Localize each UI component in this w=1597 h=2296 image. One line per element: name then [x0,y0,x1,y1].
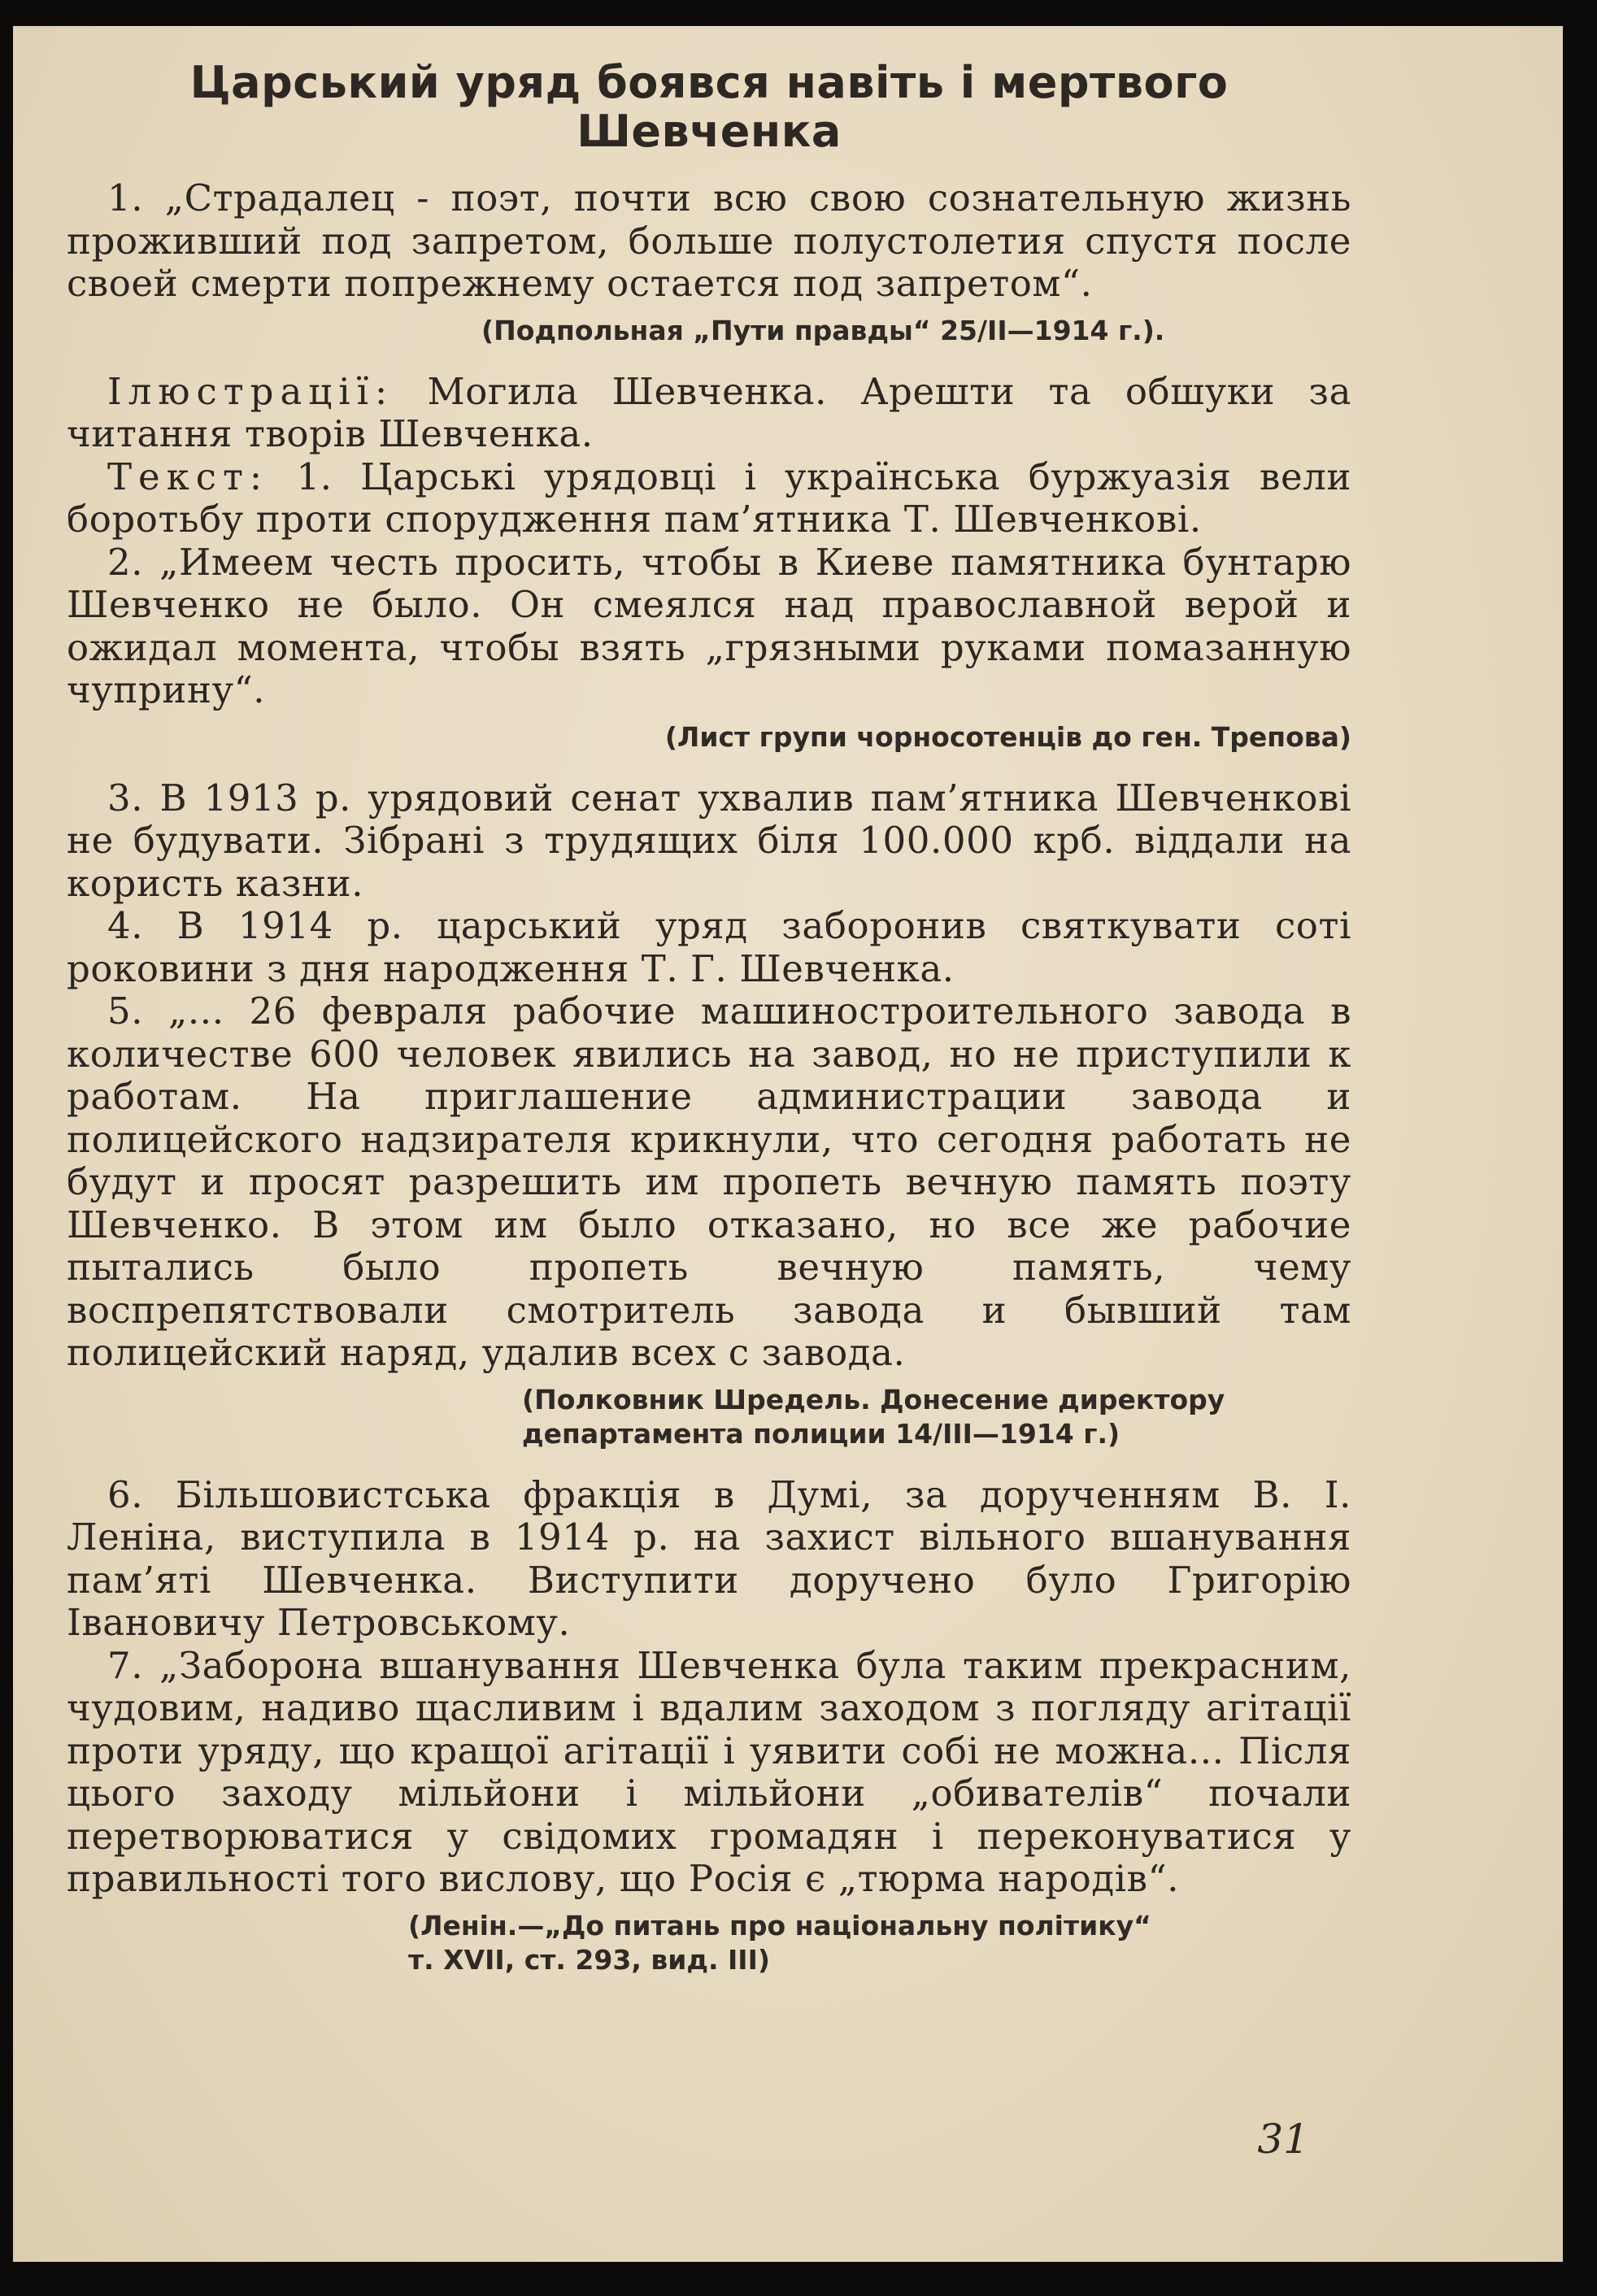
citation-7-line-1: (Ленін.—„До питань про національну політику“ [408,1909,1151,1942]
text-label: Текст: [107,454,269,498]
text-body: 1. Царські урядовці і українська буржуазія вели боротьбу проти спорудження пам’ятника Т. Шевченкові. [67,454,1351,541]
citation-5-line-1: (Полковник Шредель. Донесение директору [522,1383,1225,1415]
book-page [13,26,1563,2262]
title-line-2: Шевченка [577,106,842,157]
citation-2: (Лист групи чорносотенців до ген. Трепова) [664,720,1351,753]
citation-5 [67,1383,1351,1451]
page-number: 31 [1257,2116,1309,2163]
paragraph-7: 7. „Заборона вшанування Шевченка була таким прекрасним, чудовим, надиво щасливим і вдалим заходом з погляду агітації проти уряду, що кращої агітації і уявити собі не можна... Після цього заходу мільйони і мільйони „обивателів“ почали перетворюватися у свідомих громадян і переконуватися у правильності того вислову, що Росія є „тюрма народів“. [67,1643,1351,1900]
paragraph-4: 4. В 1914 р. царський уряд заборонив святкувати соті роковини з дня народження Т. Г. Шевченка. [67,904,1351,990]
paragraph-3: 3. В 1913 р. урядовий сенат ухвалив пам’ятника Шевченкові не будувати. Зібрані з трудящих біля 100.000 крб. віддали на користь казни. [67,776,1351,905]
illustrations-paragraph [67,371,1351,456]
title-line-1: Царський уряд боявся навіть і мертвого [189,57,1229,108]
citation-1: (Подпольная „Пути правды“ 25/II—1914 г.). [481,314,1165,346]
illustrations-text: Могила Шевченка. Арешти та обшуки за читання творів Шевченка. [67,369,1351,455]
paragraph-1: 1. „Страдалец - поэт, почти всю свою сознательную жизнь проживший под запретом, больше полустолетия спустя после своей смерти попрежнему остается под запретом“. [67,176,1351,305]
citation-5-line-2: департамента полиции 14/III—1914 г.) [522,1417,1121,1450]
text-paragraph [67,456,1351,541]
citation-7 [67,1909,1351,1977]
paragraph-2: 2. „Имеем честь просить, чтобы в Киеве памятника бунтарю Шевченко не было. Он смеялся над православной верой и ожидал момента, чтобы взять „грязными руками помазанную чуприну“. [67,540,1351,711]
illustrations-label: Ілюстрації: [107,369,394,413]
paragraph-5: 5. „... 26 февраля рабочие машиностроительного завода в количестве 600 человек явились на завод, но не приступили к работам. На приглашение администрации завода и полицейского надзирателя крикнули, что сегодня работать не будут и просят разрешить им пропеть вечную память поэту Шевченко. В этом им было отказано, но все же рабочие пытались было пропеть вечную память, чему воспрепятствовали смотритель завода и бывший там полицейский наряд, удалив всех с завода. [67,989,1351,1374]
paragraph-6: 6. Більшовистська фракція в Думі, за дорученням В. І. Леніна, виступила в 1914 р. на захист вільного вшанування пам’яті Шевченка. Виступити доручено було Григорію Івановичу Петровському. [67,1472,1351,1644]
citation-7-line-2: т. XVII, ст. 293, вид. III) [408,1943,770,1976]
page-title [67,59,1351,156]
page-content [67,59,1351,2000]
